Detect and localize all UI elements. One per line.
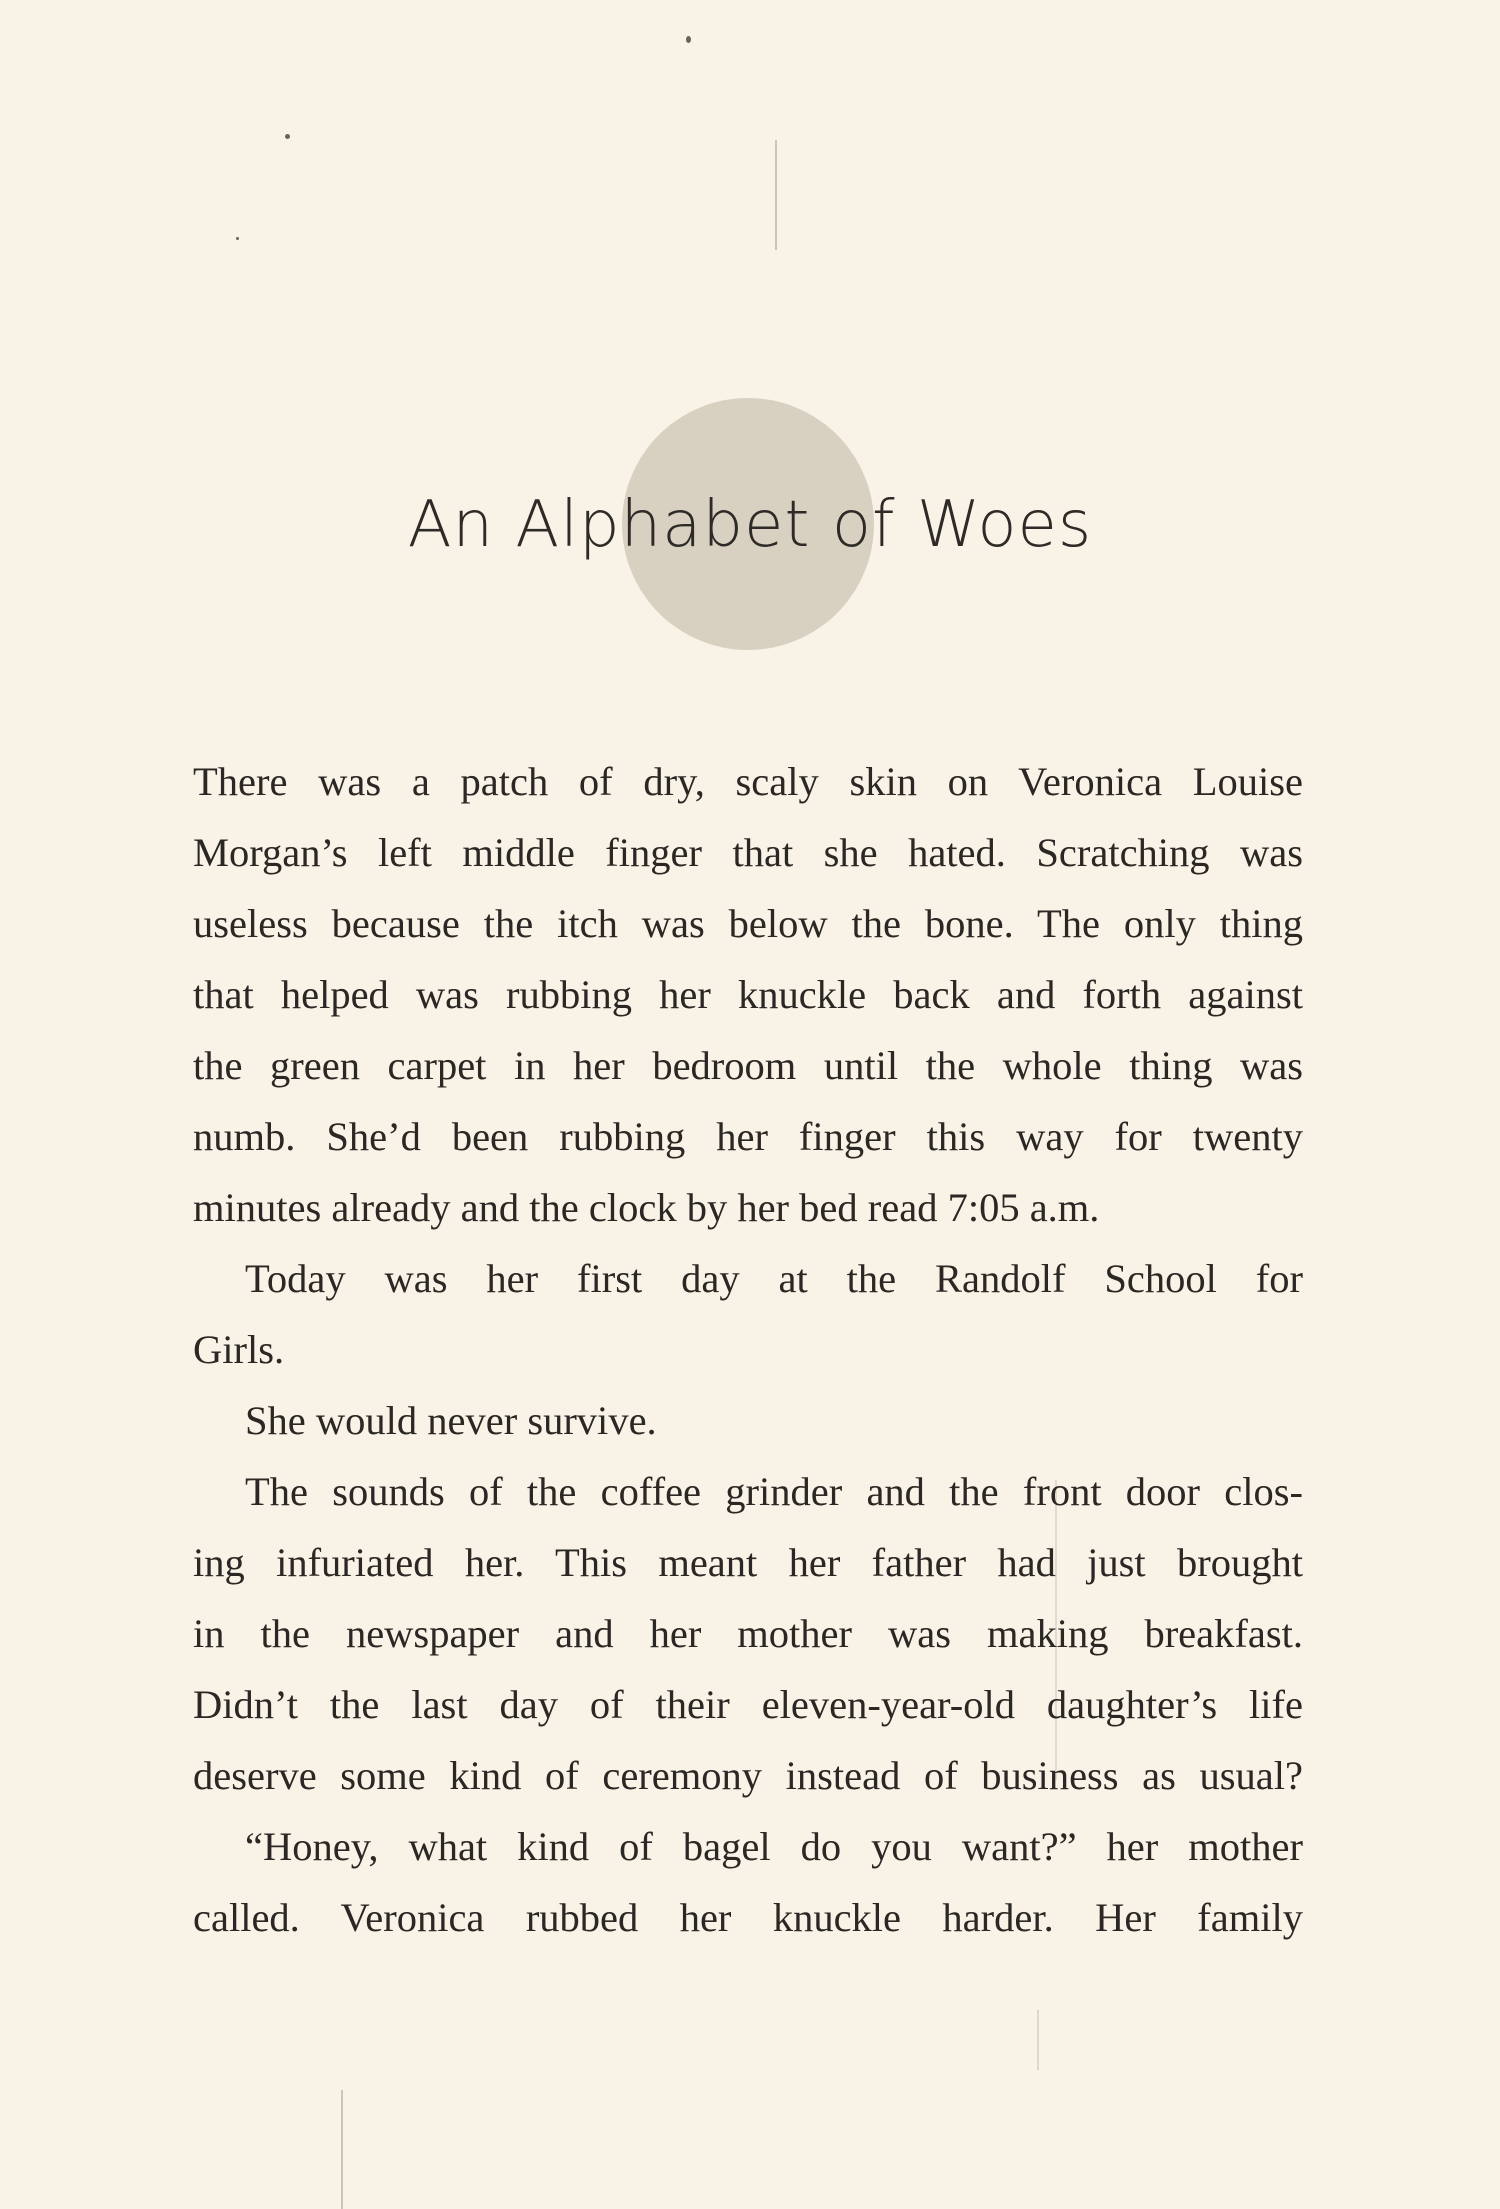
text-line: Today was her first day at the Randolf School for — [245, 1256, 1303, 1301]
text-line: The sounds of the coffee grinder and the front door clos- — [245, 1469, 1303, 1514]
text-line: numb. She’d been rubbing her finger this way for twenty — [193, 1114, 1303, 1159]
text-line: the green carpet in her bedroom until the whole thing was — [193, 1043, 1303, 1088]
text-line: in the newspaper and her mother was making breakfast. — [193, 1611, 1303, 1656]
page-speck — [285, 134, 290, 139]
page-speck — [686, 36, 691, 43]
text-line: Didn’t the last day of their eleven-year-old daughter’s life — [193, 1682, 1303, 1727]
page-crease — [775, 140, 777, 250]
text-line: Girls. — [193, 1327, 285, 1372]
page-crease — [341, 2090, 343, 2209]
text-line: called. Veronica rubbed her knuckle harder. Her family — [193, 1895, 1303, 1940]
chapter-title: An Alphabet of Woes — [407, 488, 1093, 562]
chapter-body — [193, 746, 1303, 1953]
text-line: “Honey, what kind of bagel do you want?” her mother — [245, 1824, 1303, 1869]
text-line: She would never survive. — [245, 1398, 657, 1443]
text-line: There was a patch of dry, scaly skin on Veronica Louise — [193, 759, 1303, 804]
text-line: deserve some kind of ceremony instead of business as usual? — [193, 1753, 1303, 1798]
text-line: Morgan’s left middle finger that she hated. Scratching was — [193, 830, 1303, 875]
text-line: minutes already and the clock by her bed read 7:05 a.m. — [193, 1185, 1100, 1230]
text-line: that helped was rubbing her knuckle back and forth against — [193, 972, 1303, 1017]
text-line: useless because the itch was below the bone. The only thing — [193, 901, 1303, 946]
page-speck — [236, 237, 239, 240]
page-crease — [1037, 2010, 1039, 2070]
text-line: ing infuriated her. This meant her father had just brought — [193, 1540, 1303, 1585]
